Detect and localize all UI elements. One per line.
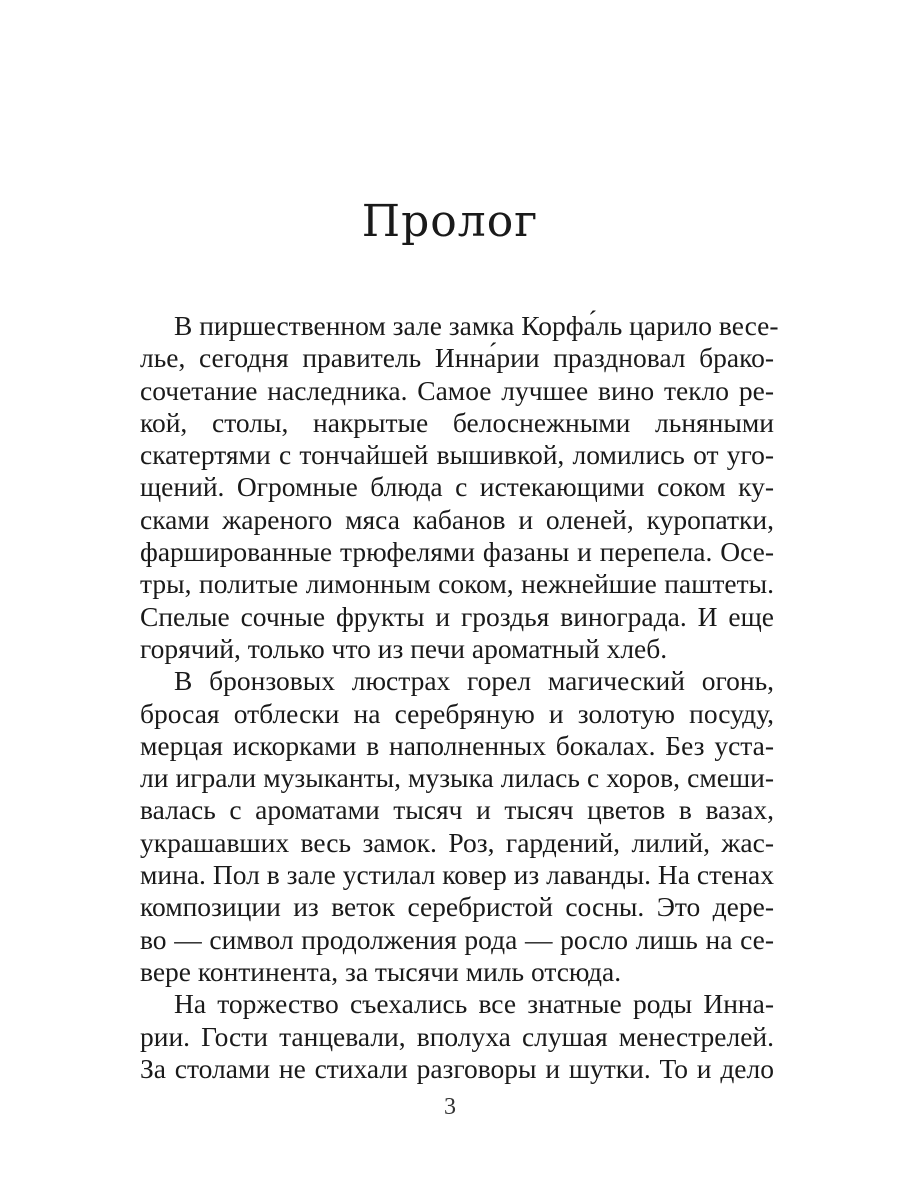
text-line: В пиршественном зале замка Корфа́ль царило весе- xyxy=(174,310,779,341)
text-line: валась с ароматами тысяч и тысяч цветов в вазах, xyxy=(140,794,774,826)
text-line: щений. Огромные блюда с истекающими соком ку- xyxy=(140,471,774,503)
text-line: сками жареного мяса кабанов и оленей, куропатки, xyxy=(140,503,774,535)
paragraph xyxy=(140,988,774,1085)
page-number: 3 xyxy=(444,1094,456,1120)
text-line: вере континента, за тысячи миль отсюда. xyxy=(140,955,622,987)
text-line: композиции из веток серебристой сосны. Это дере- xyxy=(140,891,774,923)
text-line: мина. Пол в зале устилал ковер из лаванды. На стенах xyxy=(140,859,774,891)
text-line: В бронзовых люстрах горел магический огонь, xyxy=(174,665,774,697)
text-line: фаршированные трюфелями фазаны и перепела. Осе- xyxy=(140,536,774,568)
text-line: На торжество съехались все знатные роды Инна- xyxy=(174,988,774,1020)
text-line: скатертями с тончайшей вышивкой, ломились от уго- xyxy=(140,439,774,471)
text-line: лье, сегодня правитель Инна́рии праздновал брако- xyxy=(140,342,774,374)
text-line: тры, политые лимонным соком, нежнейшие паштеты. xyxy=(140,568,774,600)
text-line: Спелые сочные фрукты и гроздья винограда. И еще xyxy=(140,600,774,632)
body-text xyxy=(140,310,779,1085)
text-line: За столами не стихали разговоры и шутки. То и дело xyxy=(140,1052,774,1084)
chapter-title: Пролог xyxy=(361,196,539,247)
text-line: горячий, только что из печи ароматный хлеб. xyxy=(140,632,668,664)
text-line: бросая отблески на серебряную и золотую посуду, xyxy=(140,697,774,729)
paragraph xyxy=(140,665,774,988)
text-line: кой, столы, накрытые белоснежными льняными xyxy=(140,406,774,438)
text-line: мерцая искорками в наполненных бокалах. Без уста- xyxy=(140,729,774,761)
text-line: во — символ продолжения рода — росло лишь на се- xyxy=(140,923,774,955)
text-line: рии. Гости танцевали, вполуха слушая менестрелей. xyxy=(140,1020,774,1052)
text-line: сочетание наследника. Самое лучшее вино текло ре- xyxy=(140,374,774,406)
text-line: украшавших весь замок. Роз, гардений, лилий, жас- xyxy=(140,826,774,858)
text-line: ли играли музыканты, музыка лилась с хоров, смеши- xyxy=(140,762,774,794)
paragraph xyxy=(140,310,779,665)
